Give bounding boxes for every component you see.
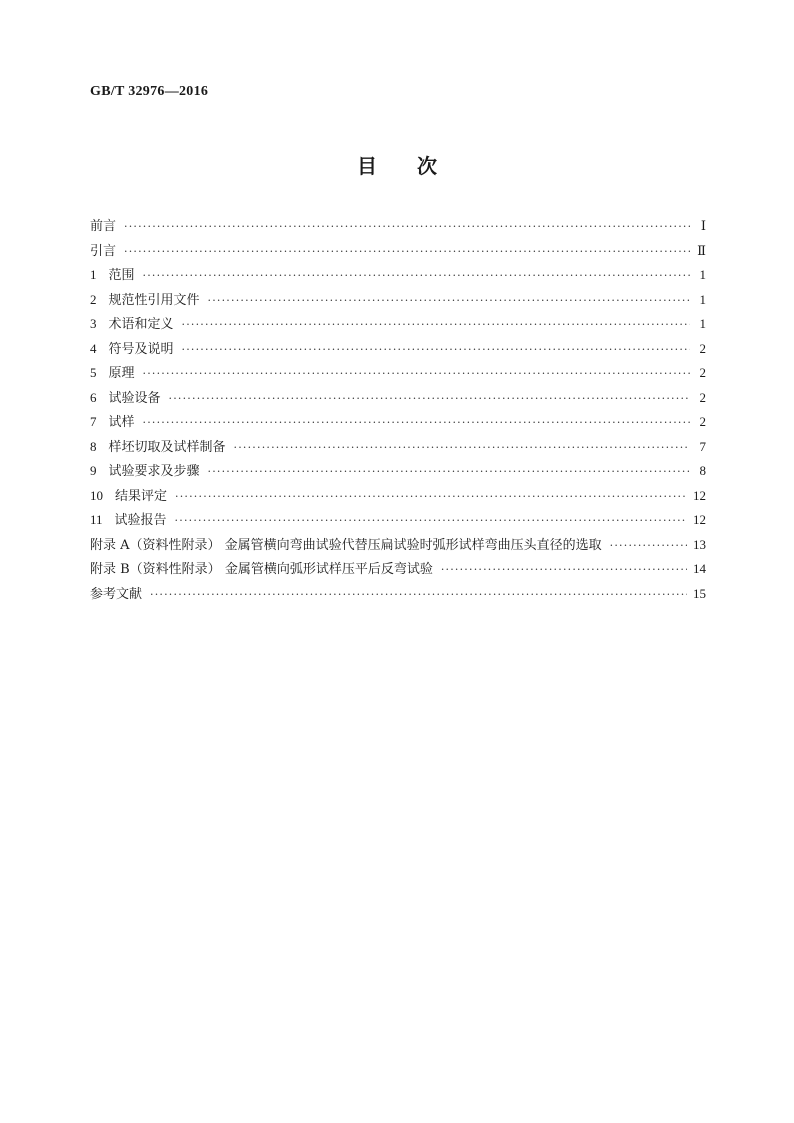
toc-entry-number: 4 [90, 340, 97, 356]
toc-entry-number: 7 [90, 414, 97, 429]
toc-entry-annex-a[interactable] [90, 534, 706, 559]
toc-entry-label: 5 原理 [90, 365, 135, 381]
toc-leader-dots [610, 539, 687, 552]
toc-entry-number: 3 [90, 316, 97, 331]
toc-entry-terms-definitions[interactable] [90, 313, 706, 338]
toc-entry-principle[interactable] [90, 362, 706, 387]
toc-entry-test-equipment[interactable] [90, 387, 706, 412]
toc-entry-page: Ⅱ [697, 242, 706, 258]
toc-entry-number: 9 [90, 463, 97, 478]
toc-entry-label: 引言 [90, 243, 117, 259]
toc-entry-number: 6 [90, 389, 97, 405]
toc-entry-label: 附录 A（资料性附录） 金属管横向弯曲试验代替压扁试验时弧形试样弯曲压头直径的选取 [90, 537, 602, 553]
toc-entry-page: 15 [693, 585, 706, 601]
toc-entry-label: 参考文献 [90, 586, 143, 602]
toc-entry-number: 8 [90, 438, 97, 454]
toc-entry-label: 6 试验设备 [90, 389, 161, 406]
toc-leader-dots [143, 269, 690, 282]
table-of-contents [90, 215, 706, 607]
toc-entry-number: 2 [90, 291, 97, 307]
toc-entry-page: Ⅰ [700, 218, 706, 233]
toc-entry-test-report[interactable] [90, 509, 706, 534]
toc-entry-page: 2 [699, 389, 706, 405]
toc-leader-dots [175, 514, 687, 527]
toc-title: 目次 [357, 154, 477, 178]
toc-entry-number: 5 [90, 365, 97, 380]
toc-entry-page: 2 [699, 414, 706, 429]
toc-entry-sampling-preparation[interactable] [90, 436, 706, 461]
toc-entry-label: 前言 [90, 219, 117, 234]
toc-entry-bibliography[interactable] [90, 583, 706, 608]
toc-entry-test-pieces[interactable] [90, 411, 706, 436]
toc-leader-dots [143, 367, 690, 380]
document-code: GB/T 32976—2016 [90, 84, 209, 99]
toc-entry-test-procedure[interactable] [90, 460, 706, 485]
toc-leader-dots [169, 392, 690, 405]
toc-entry-label: 10 结果评定 [90, 487, 168, 504]
toc-entry-label: 3 术语和定义 [90, 316, 174, 332]
toc-entry-label: 1 范围 [90, 267, 135, 283]
toc-leader-dots [150, 588, 687, 601]
toc-leader-dots [234, 441, 690, 454]
toc-entry-label: 7 试样 [90, 414, 135, 430]
toc-entry-page: 1 [699, 316, 706, 331]
toc-leader-dots [208, 465, 690, 478]
toc-entry-label: 4 符号及说明 [90, 340, 174, 357]
toc-entry-page: 2 [699, 365, 706, 380]
toc-entry-label: 9 试验要求及步骤 [90, 463, 200, 479]
toc-entry-number: 1 [90, 267, 97, 282]
toc-entry-evaluation[interactable] [90, 485, 706, 510]
toc-entry-number: 10 [90, 487, 103, 503]
toc-entry-scope[interactable] [90, 264, 706, 289]
toc-leader-dots [124, 245, 690, 258]
toc-leader-dots [208, 294, 690, 307]
toc-entry-page: 13 [693, 536, 706, 552]
toc-entry-label: 11 试验报告 [90, 512, 167, 528]
toc-entry-page: 8 [699, 463, 706, 478]
toc-leader-dots [182, 343, 690, 356]
toc-entry-annex-b[interactable] [90, 558, 706, 583]
toc-entry-normative-references[interactable] [90, 289, 706, 314]
toc-entry-page: 12 [693, 512, 706, 527]
toc-entry-introduction[interactable] [90, 240, 706, 265]
toc-entry-page: 12 [693, 487, 706, 503]
toc-entry-symbols[interactable] [90, 338, 706, 363]
toc-entry-number: 11 [90, 512, 103, 527]
toc-leader-dots [143, 416, 690, 429]
toc-entry-label: 附录 B（资料性附录） 金属管横向弧形试样压平后反弯试验 [90, 562, 433, 577]
toc-entry-page: 1 [699, 291, 706, 307]
toc-entry-page: 1 [699, 267, 706, 282]
toc-leader-dots [175, 490, 687, 503]
toc-entry-label: 2 规范性引用文件 [90, 291, 200, 308]
toc-leader-dots [124, 220, 690, 233]
toc-leader-dots [182, 318, 690, 331]
toc-entry-label: 8 样坯切取及试样制备 [90, 438, 226, 455]
toc-leader-dots [441, 563, 687, 576]
toc-entry-page: 2 [699, 340, 706, 356]
toc-entry-foreword[interactable] [90, 215, 706, 240]
toc-entry-page: 7 [699, 438, 706, 454]
toc-entry-page: 14 [693, 561, 706, 576]
